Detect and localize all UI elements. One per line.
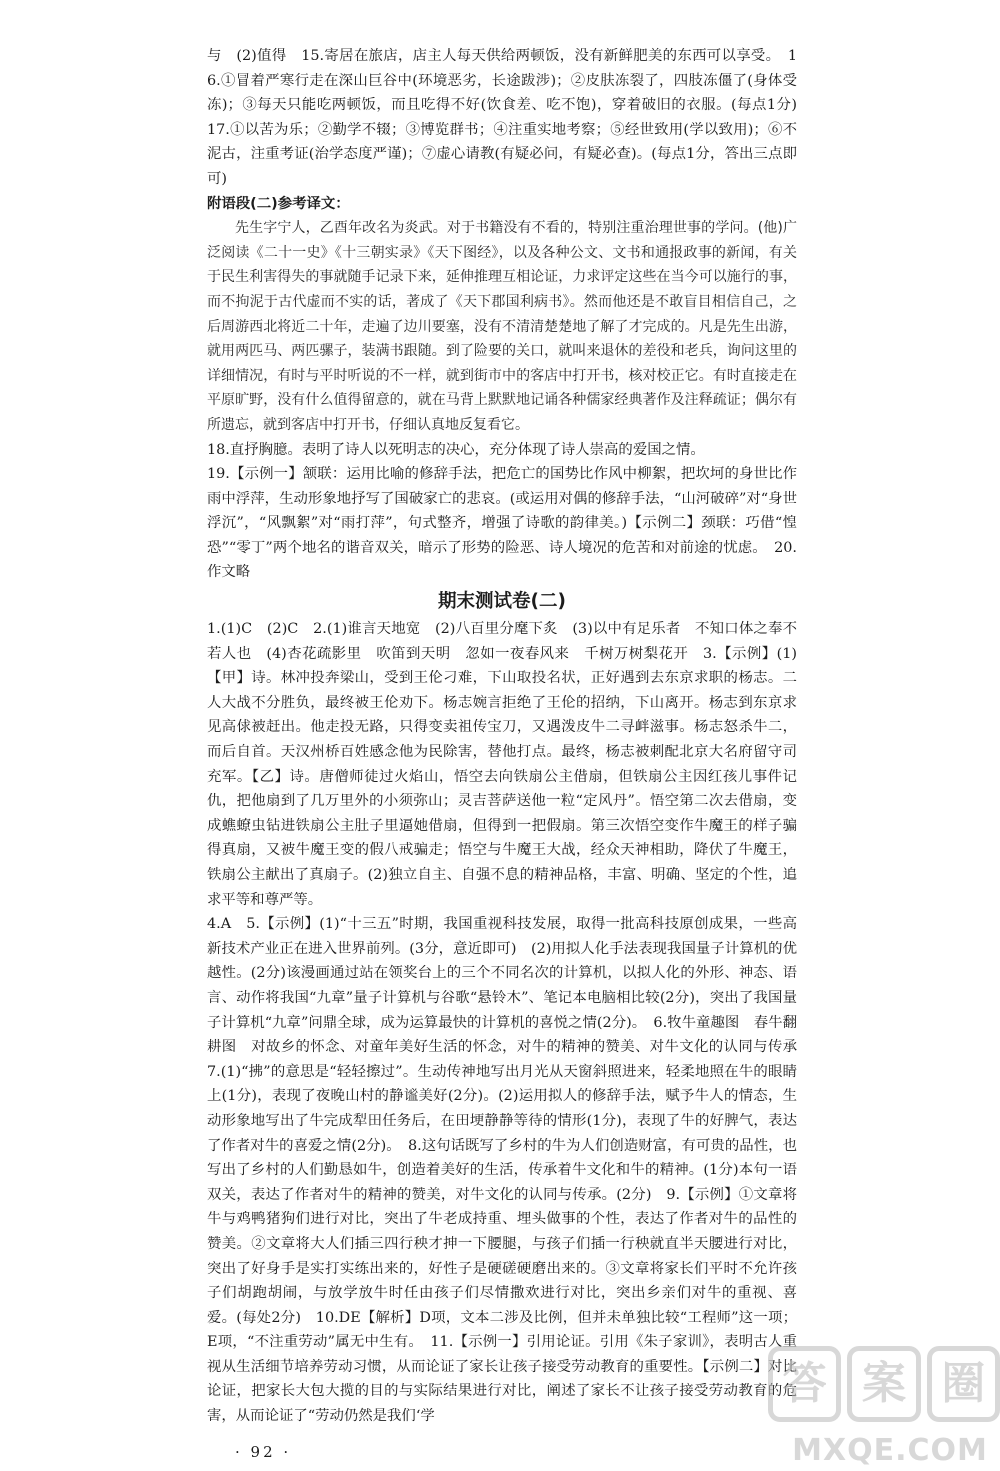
watermark-url: MXQE.COM [792, 1433, 988, 1468]
watermark-char: 案 [847, 1346, 920, 1422]
answer-paragraph-19-20: 19.【示例一】颔联：运用比喻的修辞手法，把危亡的国势比作风中柳絮，把坎坷的身世比作雨中浮萍，生动形象地抒写了国破家亡的悲哀。(或运用对偶的修辞手法，“山河破碎”对“身世浮沉”，“风飘絮”对“雨打萍”，句式整齐，增强了诗歌的韵律美。)【示例二】颈联：巧借“惶恐”“零丁”两个地名的谐音双关，暗示了形势的险恶、诗人境况的危苦和对前途的忧虑。 20.作文略 [207, 466, 797, 581]
watermark-char: 圈 [927, 1346, 1000, 1422]
translation-heading: 附语段(二)参考译文： [207, 195, 350, 212]
watermark-logo [768, 1343, 1000, 1425]
section-title: 期末测试卷(二) [438, 591, 566, 613]
answer-paragraph-18: 18.直抒胸臆。表明了诗人以死明志的决心，充分体现了诗人崇高的爱国之情。 [207, 441, 705, 458]
answer-page [207, 44, 812, 1429]
answer-paragraph-4-11: 4.A 5.【示例】(1)“十三五”时期，我国重视科技发展，取得一批高科技原创成果，一些高新技术产业正在进入世界前列。(3分，意近即可) (2)用拟人化手法表现我国量子计算机的优越性。(2分)该漫画通过站在领奖台上的三个不同名次的计算机，以拟人化的外形、神态、语言、动作将我国“九章”量子计算机与谷歌“悬铃木”、笔记本电脑相比较(2分)，突出了我国量子计算机“九章”问鼎全球，成为运算最快的计算机的喜悦之情(2分)。 6.牧牛童趣图 春牛翻耕图 对故乡的怀念、对童年美好生活的怀念，对牛的精神的赞美、对牛文化的认同与传承 7.(1)“拂”的意思是“轻轻擦过”。生动传神地写出月光从天窗斜照进来，轻柔地照在牛的眼睛上(1分)，表现了夜晚山村的静谧美好(2分)。(2)运用拟人的修辞手法，赋予牛人的情态，生动形象地写出了牛完成犁田任务后，在田埂静静等待的情形(1分)，表现了牛的好脾气，表达了作者对牛的喜爱之情(2分)。 8.这句话既写了乡村的牛为人们创造财富，有可贵的品性，也写出了乡村的人们勤恳如牛，创造着美好的生活，传承着牛文化和牛的精神。(1分)本句一语双关，表达了作者对牛的精神的赞美，对牛文化的认同与传承。(2分) 9.【示例】①文章将牛与鸡鸭猪狗们进行对比，突出了牛老成持重、埋头做事的个性，表达了作者对牛的品性的赞美。②文章将大人们插三四行秧才抻一下腰腿，与孩子们插一行秧就直半天腰进行对比，突出了好身手是实打实练出来的，好性子是硬磋硬磨出来的。③文章将家长们平时不允许孩子们胡跑胡闹，与放学放牛时任由孩子们尽情撒欢进行对比，突出乡亲们对牛的重视、喜爱。(每处2分) 10.DE【解析】D项，文本二涉及比例，但并未单独比较“工程师”这一项；E项，“不注重劳动”属无中生有。 11.【示例一】引用论证。引用《朱子家训》，表明古人重视从生活细节培养劳动习惯，从而论证了家长让孩子接受劳动教育的重要性。【示例二】对比论证，把家长大包大揽的目的与实际结果进行对比，阐述了家长不让孩子接受劳动教育的危害，从而论证了“劳动仍然是我们‘学 [207, 916, 812, 1425]
translation-paragraph: 先生字宁人，乙酉年改名为炎武。对于书籍没有不看的，特别注重治理世事的学问。(他)广泛阅读《二十一史》《十三朝实录》《天下图经》，以及各种公文、文书和通报政事的新闻，有关于民生利害得失的事就随手记录下来，延伸推理互相论证，力求评定这些在当今可以施行的事，而不拘泥于古代虚而不实的话，著成了《天下郡国利病书》。然而他还是不敢盲目相信自己，之后周游西北将近二十年，走遍了边川要塞，没有不清清楚楚地了解了才完成的。凡是先生出游，就用两匹马、两匹骡子，装满书跟随。到了险要的关口，就叫来退休的差役和老兵，询问这里的详细情况，有时与平时听说的不一样，就到街市中的客店中打开书，核对校正它。有时直接走在平原旷野，没有什么值得留意的，就在马背上默默地记诵各种儒家经典著作及注释疏证；偶尔有所遗忘，就到客店中打开书，仔细认真地反复看它。 [207, 220, 797, 433]
answer-paragraph-15-17: 与 (2)值得 15.寄居在旅店，店主人每天供给两顿饭，没有新鲜肥美的东西可以享受。 16.①冒着严寒行走在深山巨谷中(环境恶劣，长途跋涉)；②皮肤冻裂了，四肢冻僵了(身体受冻)；③每天只能吃两顿饭，而且吃得不好(饮食差、吃不饱)，穿着破旧的衣服。(每点1分) 17.①以苦为乐；②勤学不辍；③博览群书；④注重实地考察；⑤经世致用(学以致用)；⑥不泥古，注重考证(治学态度严谨)；⑦虚心请教(有疑必问，有疑必查)。(每点1分，答出三点即可) [207, 48, 812, 187]
answer-paragraph-1-3: 1.(1)C (2)C 2.(1)谁言天地宽 (2)八百里分麾下炙 (3)以中有足乐者 不知口体之奉不若人也 (4)杏花疏影里 吹笛到天明 忽如一夜春风来 千树万树梨花开 3.【示例】(1)【甲】诗。林冲投奔梁山，受到王伦刁难，下山取投名状，正好遇到去东京求职的杨志。二人大战不分胜负，最终被王伦劝下。杨志婉言拒绝了王伦的招纳，下山离开。杨志到东京求见高俅被赶出。他走投无路，只得变卖祖传宝刀，又遇泼皮牛二寻衅滋事。杨志怒杀牛二，而后自首。天汉州桥百姓感念他为民除害，替他打点。最终，杨志被刺配北京大名府留守司充军。【乙】诗。唐僧师徒过火焰山，悟空去向铁扇公主借扇，但铁扇公主因红孩儿事件记仇，把他扇到了几万里外的小须弥山；灵吉菩萨送他一粒“定风丹”。悟空第二次去借扇，变成蟭蟟虫钻进铁扇公主肚子里逼她借扇，但得到一把假扇。第三次悟空变作牛魔王的样子骗得真扇，又被牛魔王变的假八戒骗走；悟空与牛魔王大战，经众天神相助，降伏了牛魔王，铁扇公主献出了真扇子。(2)独立自主、自强不息的精神品格，丰富、明确、坚定的个性，追求平等和尊严等。 [207, 621, 797, 908]
page-number: · 92 · [235, 1443, 292, 1461]
watermark-char: 答 [768, 1346, 841, 1422]
